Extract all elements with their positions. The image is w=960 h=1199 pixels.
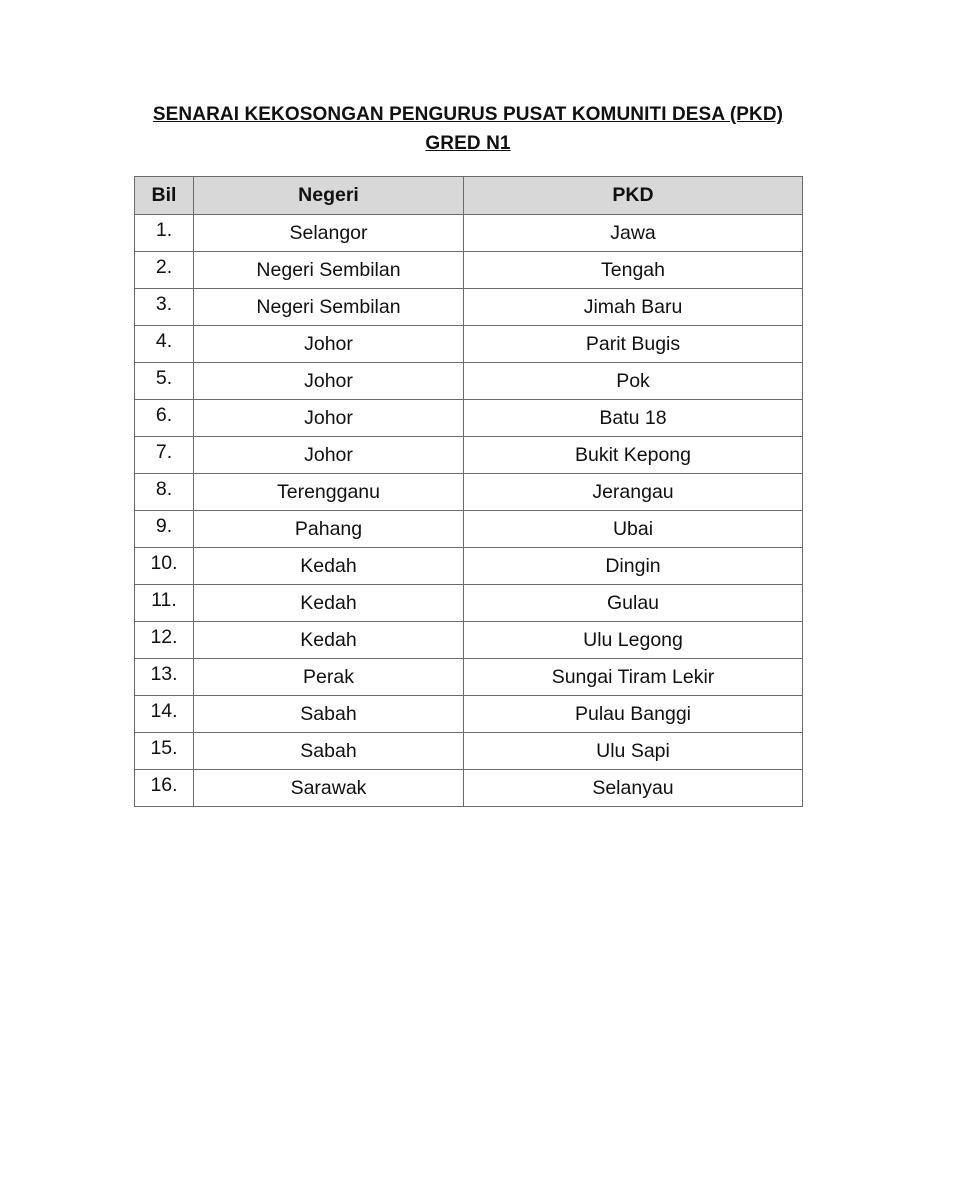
pkd-cell: Parit Bugis bbox=[464, 326, 803, 363]
bil-cell: 8. bbox=[135, 474, 194, 511]
negeri-cell: Selangor bbox=[194, 215, 464, 252]
table-row bbox=[135, 585, 803, 622]
bil-cell: 4. bbox=[135, 326, 194, 363]
pkd-cell: Bukit Kepong bbox=[464, 437, 803, 474]
table-row bbox=[135, 289, 803, 326]
bil-cell: 2. bbox=[135, 252, 194, 289]
negeri-cell: Sabah bbox=[194, 696, 464, 733]
table-row bbox=[135, 215, 803, 252]
header-pkd: PKD bbox=[464, 177, 803, 215]
table-row bbox=[135, 363, 803, 400]
table-row bbox=[135, 400, 803, 437]
bil-cell: 15. bbox=[135, 733, 194, 770]
pkd-cell: Pok bbox=[464, 363, 803, 400]
bil-cell: 7. bbox=[135, 437, 194, 474]
pkd-cell: Ubai bbox=[464, 511, 803, 548]
pkd-cell: Jawa bbox=[464, 215, 803, 252]
bil-cell: 16. bbox=[135, 770, 194, 807]
table-header-row bbox=[135, 177, 803, 215]
table-body bbox=[135, 215, 803, 807]
pkd-cell: Ulu Sapi bbox=[464, 733, 803, 770]
negeri-cell: Johor bbox=[194, 400, 464, 437]
bil-cell: 10. bbox=[135, 548, 194, 585]
bil-cell: 3. bbox=[135, 289, 194, 326]
negeri-cell: Kedah bbox=[194, 622, 464, 659]
negeri-cell: Sabah bbox=[194, 733, 464, 770]
title-line-2: GRED N1 bbox=[425, 133, 511, 154]
negeri-cell: Negeri Sembilan bbox=[194, 289, 464, 326]
pkd-cell: Dingin bbox=[464, 548, 803, 585]
negeri-cell: Pahang bbox=[194, 511, 464, 548]
bil-cell: 9. bbox=[135, 511, 194, 548]
title-line-1: SENARAI KEKOSONGAN PENGURUS PUSAT KOMUNITI DESA (PKD) bbox=[152, 104, 784, 125]
table-row bbox=[135, 548, 803, 585]
negeri-cell: Perak bbox=[194, 659, 464, 696]
pkd-cell: Tengah bbox=[464, 252, 803, 289]
header-negeri: Negeri bbox=[194, 177, 464, 215]
pkd-cell: Jimah Baru bbox=[464, 289, 803, 326]
bil-cell: 13. bbox=[135, 659, 194, 696]
table-row bbox=[135, 696, 803, 733]
negeri-cell: Johor bbox=[194, 437, 464, 474]
table-row bbox=[135, 511, 803, 548]
table-row bbox=[135, 733, 803, 770]
pkd-cell: Sungai Tiram Lekir bbox=[464, 659, 803, 696]
negeri-cell: Kedah bbox=[194, 585, 464, 622]
negeri-cell: Negeri Sembilan bbox=[194, 252, 464, 289]
negeri-cell: Johor bbox=[194, 363, 464, 400]
table-row bbox=[135, 659, 803, 696]
bil-cell: 5. bbox=[135, 363, 194, 400]
negeri-cell: Kedah bbox=[194, 548, 464, 585]
table-row bbox=[135, 622, 803, 659]
bil-cell: 11. bbox=[135, 585, 194, 622]
negeri-cell: Johor bbox=[194, 326, 464, 363]
document-title bbox=[0, 100, 936, 158]
vacancy-table bbox=[134, 176, 803, 807]
pkd-cell: Pulau Banggi bbox=[464, 696, 803, 733]
bil-cell: 14. bbox=[135, 696, 194, 733]
pkd-cell: Ulu Legong bbox=[464, 622, 803, 659]
pkd-cell: Selanyau bbox=[464, 770, 803, 807]
header-bil: Bil bbox=[135, 177, 194, 215]
bil-cell: 6. bbox=[135, 400, 194, 437]
table-row bbox=[135, 437, 803, 474]
table-row bbox=[135, 474, 803, 511]
pkd-cell: Gulau bbox=[464, 585, 803, 622]
table-row bbox=[135, 770, 803, 807]
negeri-cell: Terengganu bbox=[194, 474, 464, 511]
bil-cell: 12. bbox=[135, 622, 194, 659]
pkd-cell: Jerangau bbox=[464, 474, 803, 511]
negeri-cell: Sarawak bbox=[194, 770, 464, 807]
bil-cell: 1. bbox=[135, 215, 194, 252]
pkd-cell: Batu 18 bbox=[464, 400, 803, 437]
table-row bbox=[135, 326, 803, 363]
table-row bbox=[135, 252, 803, 289]
